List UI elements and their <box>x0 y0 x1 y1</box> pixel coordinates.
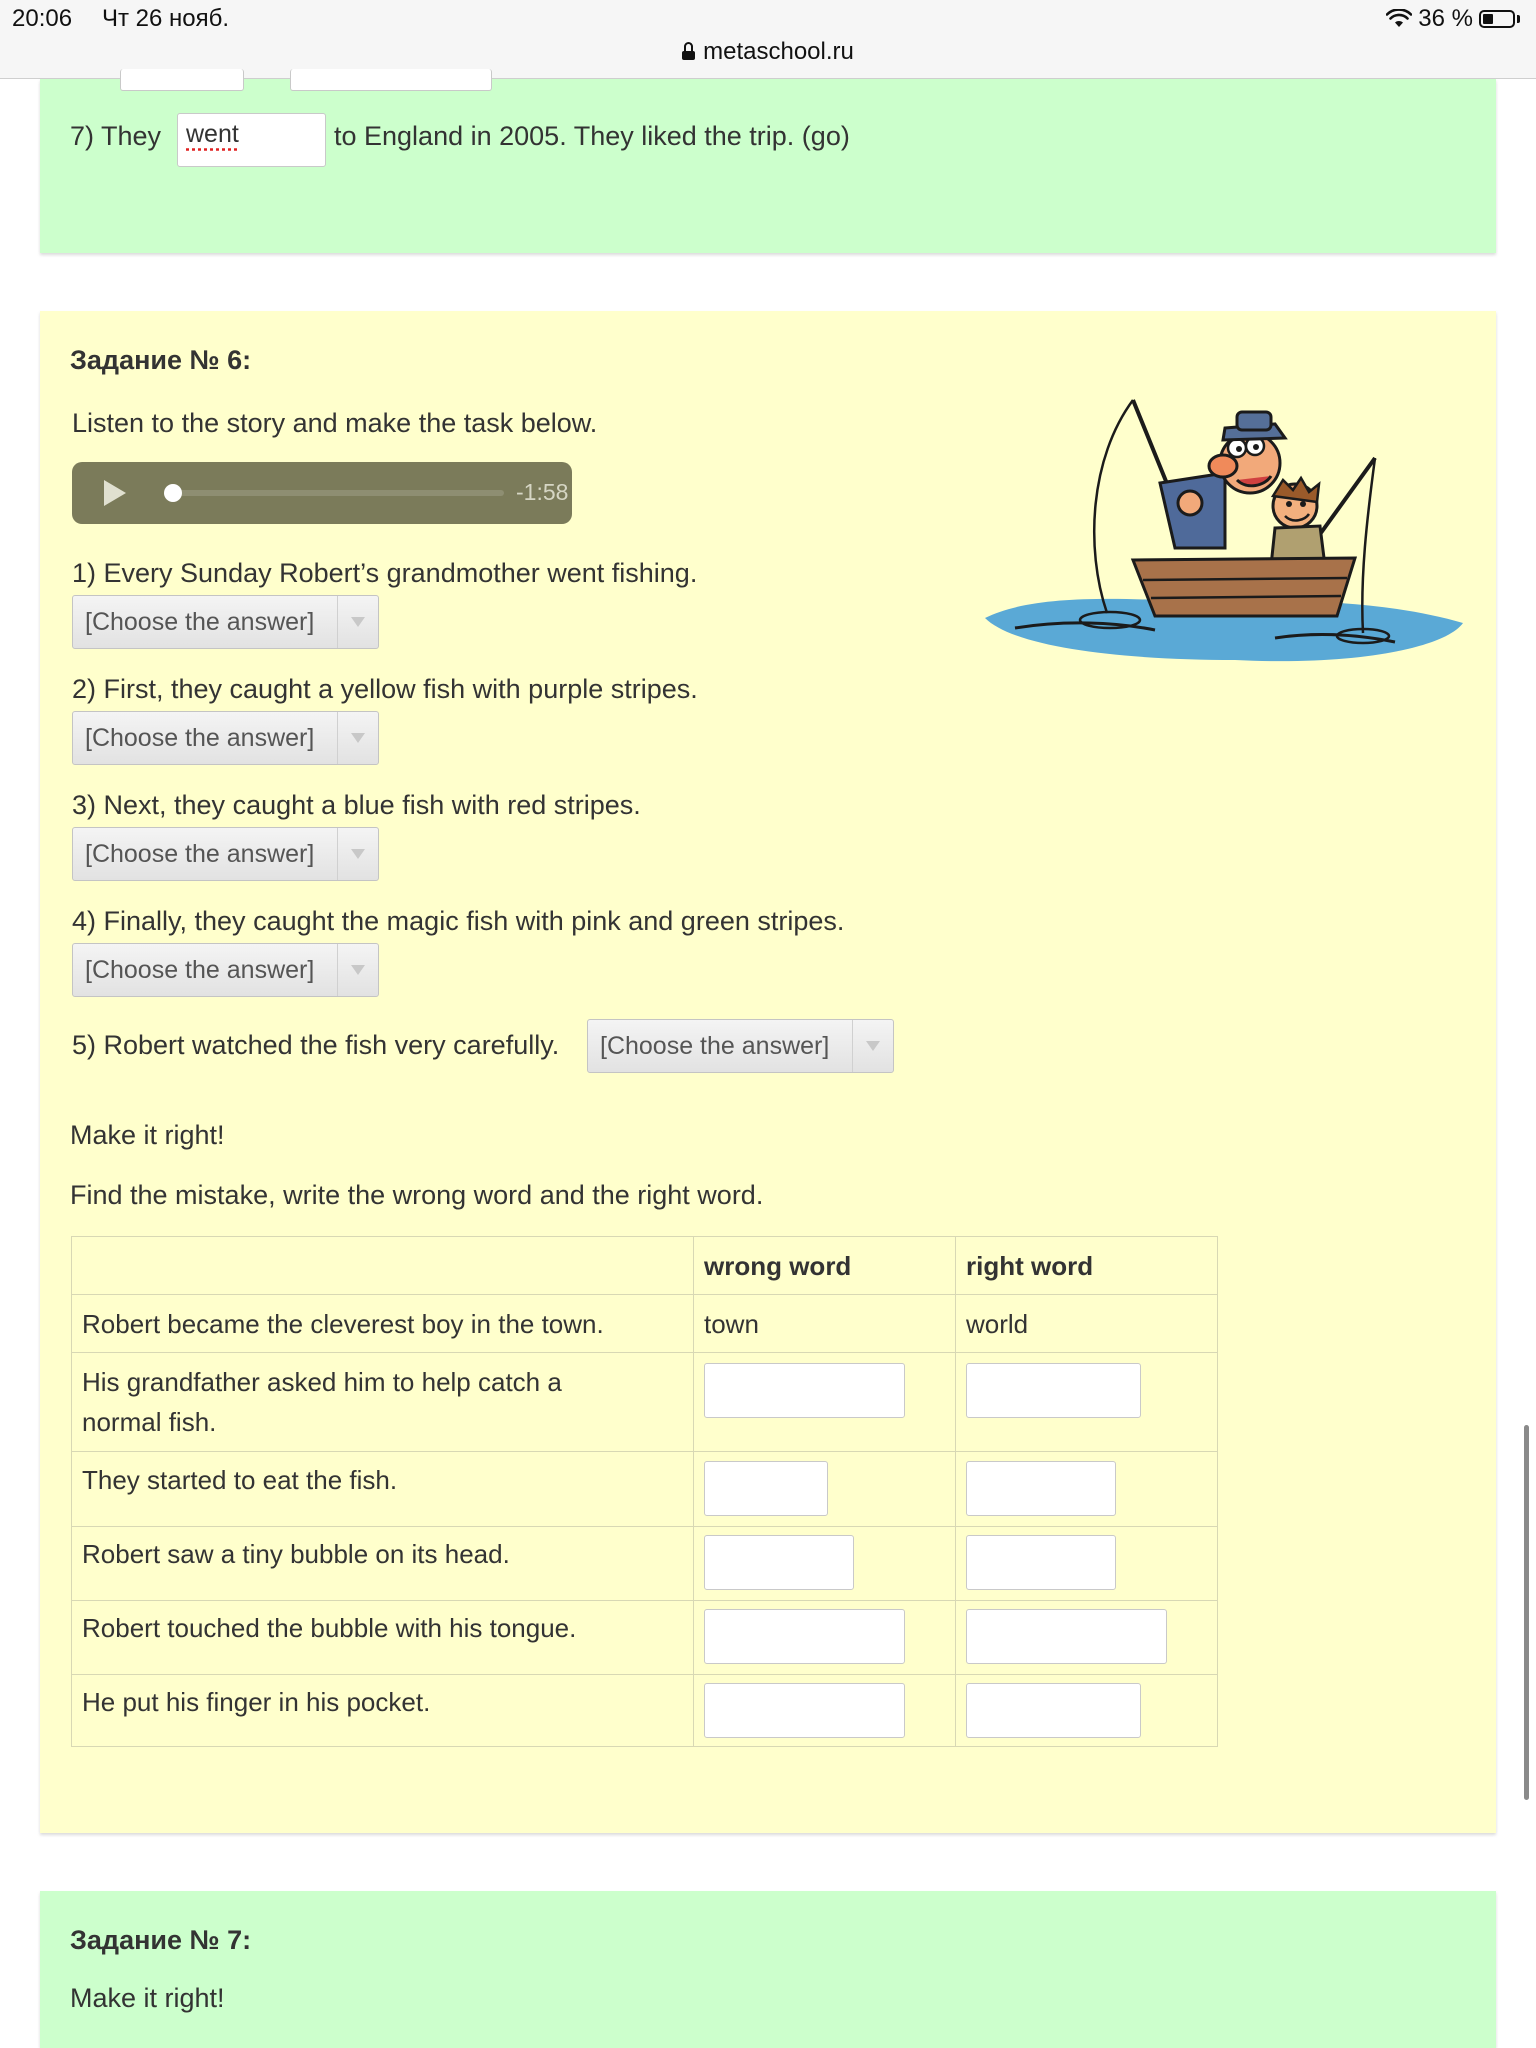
answer-select-3[interactable] <box>72 827 379 881</box>
answer-select-5[interactable] <box>587 1019 894 1073</box>
question-2-text: 2) First, they caught a yellow fish with purple stripes. <box>72 674 698 704</box>
question-5-text: 5) Robert watched the fish very carefully. <box>72 1030 560 1060</box>
row-1-right: world <box>966 1309 1029 1339</box>
task5-suffix: to England in 2005. They liked the trip. (go) <box>334 121 850 151</box>
task6-title: Задание № 6: <box>70 345 252 375</box>
audio-player <box>72 462 572 524</box>
select-value: [Choose the answer] <box>85 840 315 868</box>
task7-subtitle: Make it right! <box>70 1983 225 2013</box>
audio-progress-knob[interactable] <box>164 484 182 502</box>
header-wrong-word: wrong word <box>704 1251 852 1281</box>
battery-percent: 36 % <box>1418 5 1473 32</box>
task7-title: Задание № 7: <box>70 1925 252 1955</box>
page-scrollbar[interactable] <box>1524 1425 1529 1800</box>
wifi-icon <box>1386 9 1412 29</box>
select-value: [Choose the answer] <box>600 1032 830 1060</box>
select-value: [Choose the answer] <box>85 956 315 984</box>
row-3-sentence: They started to eat the fish. <box>82 1465 398 1495</box>
audio-progress-track[interactable] <box>164 490 504 496</box>
row-1-wrong: town <box>704 1309 759 1339</box>
select-value: [Choose the answer] <box>85 608 315 636</box>
row-5-right-input[interactable] <box>966 1609 1167 1664</box>
task7-block <box>40 1891 1496 2048</box>
row-4-right-input[interactable] <box>966 1535 1116 1590</box>
question-4-text: 4) Finally, they caught the magic fish with pink and green stripes. <box>72 906 845 936</box>
chevron-down-icon <box>351 617 365 627</box>
status-bar <box>0 0 1536 79</box>
question-1-text: 1) Every Sunday Robert’s grandmother went fishing. <box>72 558 698 588</box>
answer-input-7[interactable] <box>177 113 326 167</box>
url-bar[interactable] <box>0 38 1536 66</box>
audio-time: -1:58 <box>516 479 569 505</box>
row-4-wrong-input[interactable] <box>704 1535 854 1590</box>
status-indicators <box>1386 5 1520 33</box>
task5-block <box>40 79 1496 253</box>
answer-select-2[interactable] <box>72 711 379 765</box>
play-icon[interactable] <box>104 480 126 506</box>
answer-value: went <box>186 120 239 148</box>
row-2-sentence-line1: His grandfather asked him to help catch a <box>82 1367 562 1397</box>
status-time: 20:06 <box>12 5 73 32</box>
row-4-sentence: Robert saw a tiny bubble on its head. <box>82 1539 510 1569</box>
answer-select-4[interactable] <box>72 943 379 997</box>
chevron-down-icon <box>351 849 365 859</box>
chevron-down-icon <box>351 965 365 975</box>
question-3-text: 3) Next, they caught a blue fish with red stripes. <box>72 790 641 820</box>
row-1-sentence: Robert became the cleverest boy in the town. <box>82 1309 604 1339</box>
answer-select-1[interactable] <box>72 595 379 649</box>
prev-answer-input-2[interactable] <box>290 69 492 91</box>
mistakes-table <box>71 1236 1218 1747</box>
row-6-right-input[interactable] <box>966 1683 1141 1738</box>
battery-icon <box>1479 10 1515 28</box>
task6-instruction: Find the mistake, write the wrong word and the right word. <box>70 1180 764 1210</box>
lock-icon <box>682 45 695 60</box>
row-2-wrong-input[interactable] <box>704 1363 905 1418</box>
row-3-wrong-input[interactable] <box>704 1461 828 1516</box>
row-6-wrong-input[interactable] <box>704 1683 905 1738</box>
row-6-sentence: He put his finger in his pocket. <box>82 1687 431 1717</box>
task6-intro: Listen to the story and make the task below. <box>72 408 598 438</box>
fishing-illustration <box>975 398 1465 668</box>
row-5-wrong-input[interactable] <box>704 1609 905 1664</box>
prev-answer-input-1[interactable] <box>120 69 244 91</box>
row-5-sentence: Robert touched the bubble with his tongue. <box>82 1613 577 1643</box>
chevron-down-icon <box>866 1041 880 1051</box>
row-3-right-input[interactable] <box>966 1461 1116 1516</box>
make-it-right-label: Make it right! <box>70 1120 225 1150</box>
select-value: [Choose the answer] <box>85 724 315 752</box>
url-text: metaschool.ru <box>703 38 854 65</box>
chevron-down-icon <box>351 733 365 743</box>
row-2-sentence-line2: normal fish. <box>82 1407 217 1437</box>
header-right-word: right word <box>966 1251 1094 1281</box>
row-2-right-input[interactable] <box>966 1363 1141 1418</box>
task5-prefix: 7) They <box>70 121 162 151</box>
status-date: Чт 26 нояб. <box>102 5 230 32</box>
